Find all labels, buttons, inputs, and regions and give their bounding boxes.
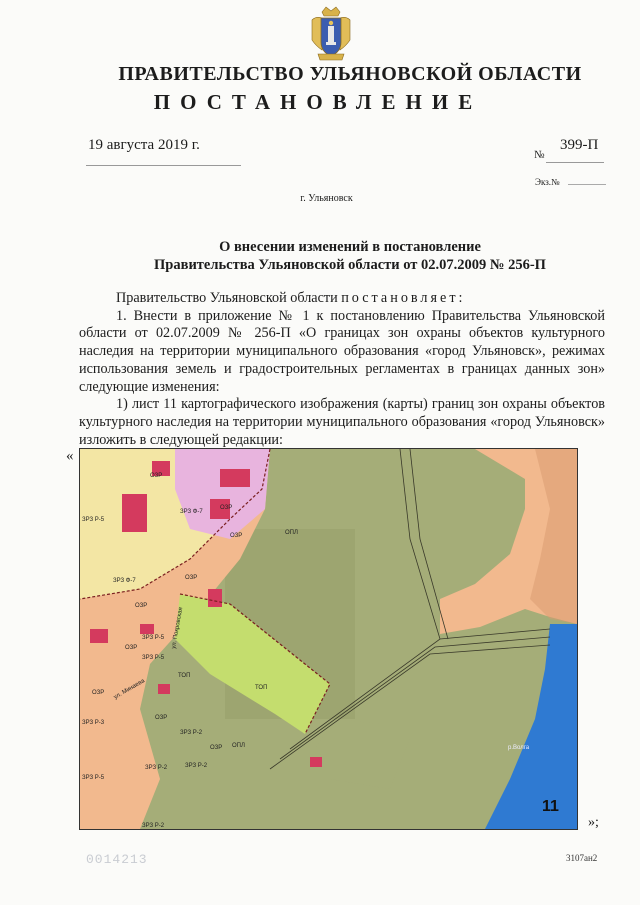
number-underline (546, 162, 604, 163)
document-date: 19 августа 2019 г. (88, 137, 200, 153)
map-label-zrz: ЗРЗ Ф-7 (113, 578, 136, 584)
map-label-opl: ОПЛ (232, 743, 245, 749)
map-label-zrz: ЗРЗ Ф-7 (180, 509, 203, 515)
body-text (79, 290, 605, 449)
paragraph-2: 1) лист 11 картографического изображения (карты) границ зон охраны объектов культурного наследия на территории муниципального образования «город Ульяновск» изложить в следующей редакции: (79, 396, 605, 448)
intro-subject: Правительство Ульяновской области (116, 290, 342, 306)
map-building (90, 629, 108, 643)
opening-quote: « (66, 448, 74, 464)
map-label-zrz: ЗРЗ Р-5 (142, 655, 165, 661)
map-label-ozr: ОЗР (92, 690, 105, 696)
map-label-ozr: ОЗР (220, 505, 233, 511)
map-label-river: р.Волга (508, 745, 530, 751)
document-subject (70, 238, 630, 274)
copy-number-label: Экз.№ (535, 177, 560, 187)
map-label-zrz: ЗРЗ Р-5 (82, 775, 105, 781)
map-building (208, 589, 222, 607)
subject-line-2: Правительства Ульяновской области от 02.07.2009 № 256-П (154, 257, 546, 273)
intro-paragraph (79, 290, 605, 308)
subject-line-1: О внесении изменений в постановление (219, 239, 481, 255)
document-number: 399-П (560, 137, 599, 153)
map-label-ozr: ОЗР (155, 715, 168, 721)
map-building (140, 624, 154, 634)
map-label-zrz: ЗРЗ Р-3 (82, 720, 105, 726)
closing-quote: »; (588, 815, 599, 830)
map-label-zrz: ЗРЗ Р-2 (142, 823, 165, 829)
coat-of-arms-icon (308, 6, 354, 62)
map-label-zrz: ЗРЗ Р-2 (185, 763, 208, 769)
map-label-zrz: ЗРЗ Р-2 (145, 765, 168, 771)
map-label-ozr: ОЗР (150, 473, 163, 479)
map-label-ozr: ОЗР (125, 645, 138, 651)
map-label-top: ТОП (255, 685, 268, 691)
map-label-ozr: ОЗР (230, 533, 243, 539)
form-code: 3107ан2 (566, 853, 598, 863)
number-sign: № (534, 149, 545, 161)
map-building (220, 469, 250, 487)
zone-map-drawing (80, 449, 577, 829)
map-building (158, 684, 170, 694)
map-building (122, 494, 147, 532)
map-label-ozr: ОЗР (135, 603, 148, 609)
map-label-street: ул. Минаева (113, 678, 146, 701)
map-label-zrz: ЗРЗ Р-5 (142, 635, 165, 641)
map-sheet-number: 11 (542, 798, 559, 815)
government-title: ПРАВИТЕЛЬСТВО УЛЬЯНОВСКОЙ ОБЛАСТИ (118, 63, 582, 85)
zone-map (79, 448, 578, 830)
map-label-ozr: ОЗР (185, 575, 198, 581)
map-label-top: ТОП (178, 673, 191, 679)
map-building (310, 757, 322, 767)
document-type-title: ПОСТАНОВЛЕНИЕ (153, 90, 483, 114)
map-label-opl: ОПЛ (285, 530, 298, 536)
map-label-street: ул. Покровская (171, 606, 185, 650)
intro-verb: постановляет: (341, 290, 466, 306)
paragraph-1: 1. Внести в приложение № 1 к постановлению Правительства Ульяновской области от 02.07.2009 № 256-П «О границах зон охраны объектов культурного наследия на территории муниципального образования «город Ульяновск», режимах использования земель и градостроительных регламентах в границах данных зон» следующие изменения: (79, 307, 605, 395)
map-label-zrz: ЗРЗ Р-2 (180, 730, 203, 736)
city: г. Ульяновск (300, 193, 353, 204)
copy-number-underline (568, 184, 606, 185)
form-serial-number: 0014213 (86, 852, 148, 867)
map-label-ozr: ОЗР (210, 745, 223, 751)
map-label-zrz: ЗРЗ Р-5 (82, 517, 105, 523)
date-underline (86, 165, 241, 166)
